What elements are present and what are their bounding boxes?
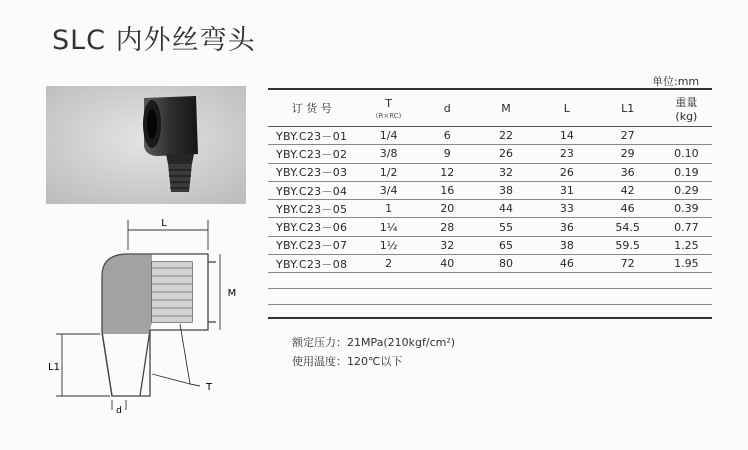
label-m: M (227, 288, 237, 299)
cell-m: 44 (473, 200, 539, 218)
cell-l: 33 (539, 200, 595, 218)
table-row-empty (268, 289, 712, 305)
cell-l1: 42 (595, 181, 661, 199)
cell-l1: 46 (595, 200, 661, 218)
operating-temperature: 使用温度：120℃以下 (292, 355, 403, 368)
header-t-sub: (R×RC) (375, 111, 402, 120)
cell-code: YBY.C23－06 (268, 218, 356, 236)
table-row (268, 218, 712, 236)
cell-weight: 0.39 (661, 200, 712, 218)
cell-d: 12 (422, 163, 473, 181)
cell-code: YBY.C23－01 (268, 127, 356, 145)
cell-l: 38 (539, 236, 595, 254)
cell-l1: 59.5 (595, 236, 661, 254)
cell-d: 6 (422, 127, 473, 145)
cell-m: 32 (473, 163, 539, 181)
cell-code: YBY.C23－08 (268, 255, 356, 273)
cell-m: 38 (473, 181, 539, 199)
header-weight (661, 89, 712, 127)
cell-l: 31 (539, 181, 595, 199)
cell-l: 23 (539, 145, 595, 163)
table-row-empty (268, 273, 712, 289)
spec-table (268, 88, 712, 319)
table-header-row (268, 89, 712, 127)
table-row (268, 200, 712, 218)
header-m: M (473, 89, 539, 127)
cell-d: 40 (422, 255, 473, 273)
label-l: L (161, 218, 167, 229)
dimension-drawing (40, 214, 260, 414)
cell-t: 1 (356, 200, 422, 218)
cell-m: 80 (473, 255, 539, 273)
cell-code: YBY.C23－03 (268, 163, 356, 181)
cell-l1: 27 (595, 127, 661, 145)
header-t-label: T (385, 96, 392, 110)
label-d: d (116, 406, 122, 414)
page-title: SLC 内外丝弯头 (52, 25, 256, 56)
header-weight-label: 重量 (675, 95, 698, 109)
cell-t: 3/8 (356, 145, 422, 163)
cell-d: 20 (422, 200, 473, 218)
header-t (356, 89, 422, 127)
cell-weight: 1.95 (661, 255, 712, 273)
table-row (268, 145, 712, 163)
cell-l1: 72 (595, 255, 661, 273)
table-row (268, 181, 712, 199)
cell-code: YBY.C23－02 (268, 145, 356, 163)
table-row (268, 163, 712, 181)
product-photo (46, 86, 246, 204)
cell-weight: 0.29 (661, 181, 712, 199)
cell-t: 3/4 (356, 181, 422, 199)
cell-d: 9 (422, 145, 473, 163)
header-d: d (422, 89, 473, 127)
cell-l1: 36 (595, 163, 661, 181)
spec-notes (292, 333, 455, 371)
rated-pressure: 额定压力：21MPa(210kgf/cm²) (292, 336, 456, 349)
cell-weight: 1.25 (661, 236, 712, 254)
cell-l1: 29 (595, 145, 661, 163)
table-row (268, 255, 712, 273)
cell-d: 32 (422, 236, 473, 254)
cell-d: 16 (422, 181, 473, 199)
cell-t: 1½ (356, 236, 422, 254)
header-l1: L1 (595, 89, 661, 127)
cell-l: 46 (539, 255, 595, 273)
table-row (268, 127, 712, 145)
cell-m: 26 (473, 145, 539, 163)
cell-t: 1/4 (356, 127, 422, 145)
table-row (268, 236, 712, 254)
cell-m: 55 (473, 218, 539, 236)
cell-code: YBY.C23－07 (268, 236, 356, 254)
header-order-no: 订 货 号 (268, 89, 356, 127)
cell-weight: 0.10 (661, 145, 712, 163)
header-l: L (539, 89, 595, 127)
cell-t: 1¼ (356, 218, 422, 236)
table-row-empty (268, 305, 712, 319)
cell-l: 26 (539, 163, 595, 181)
cell-t: 2 (356, 255, 422, 273)
cell-weight (661, 127, 712, 145)
cell-d: 28 (422, 218, 473, 236)
cell-m: 22 (473, 127, 539, 145)
unit-label: 单位:mm (652, 75, 700, 88)
cell-code: YBY.C23－04 (268, 181, 356, 199)
header-weight-unit: (kg) (675, 109, 698, 123)
cell-l: 14 (539, 127, 595, 145)
cell-code: YBY.C23－05 (268, 200, 356, 218)
cell-m: 65 (473, 236, 539, 254)
label-l1: L1 (48, 362, 60, 373)
label-t: T (206, 382, 213, 393)
cell-weight: 0.77 (661, 218, 712, 236)
cell-t: 1/2 (356, 163, 422, 181)
cell-weight: 0.19 (661, 163, 712, 181)
cell-l1: 54.5 (595, 218, 661, 236)
cell-l: 36 (539, 218, 595, 236)
